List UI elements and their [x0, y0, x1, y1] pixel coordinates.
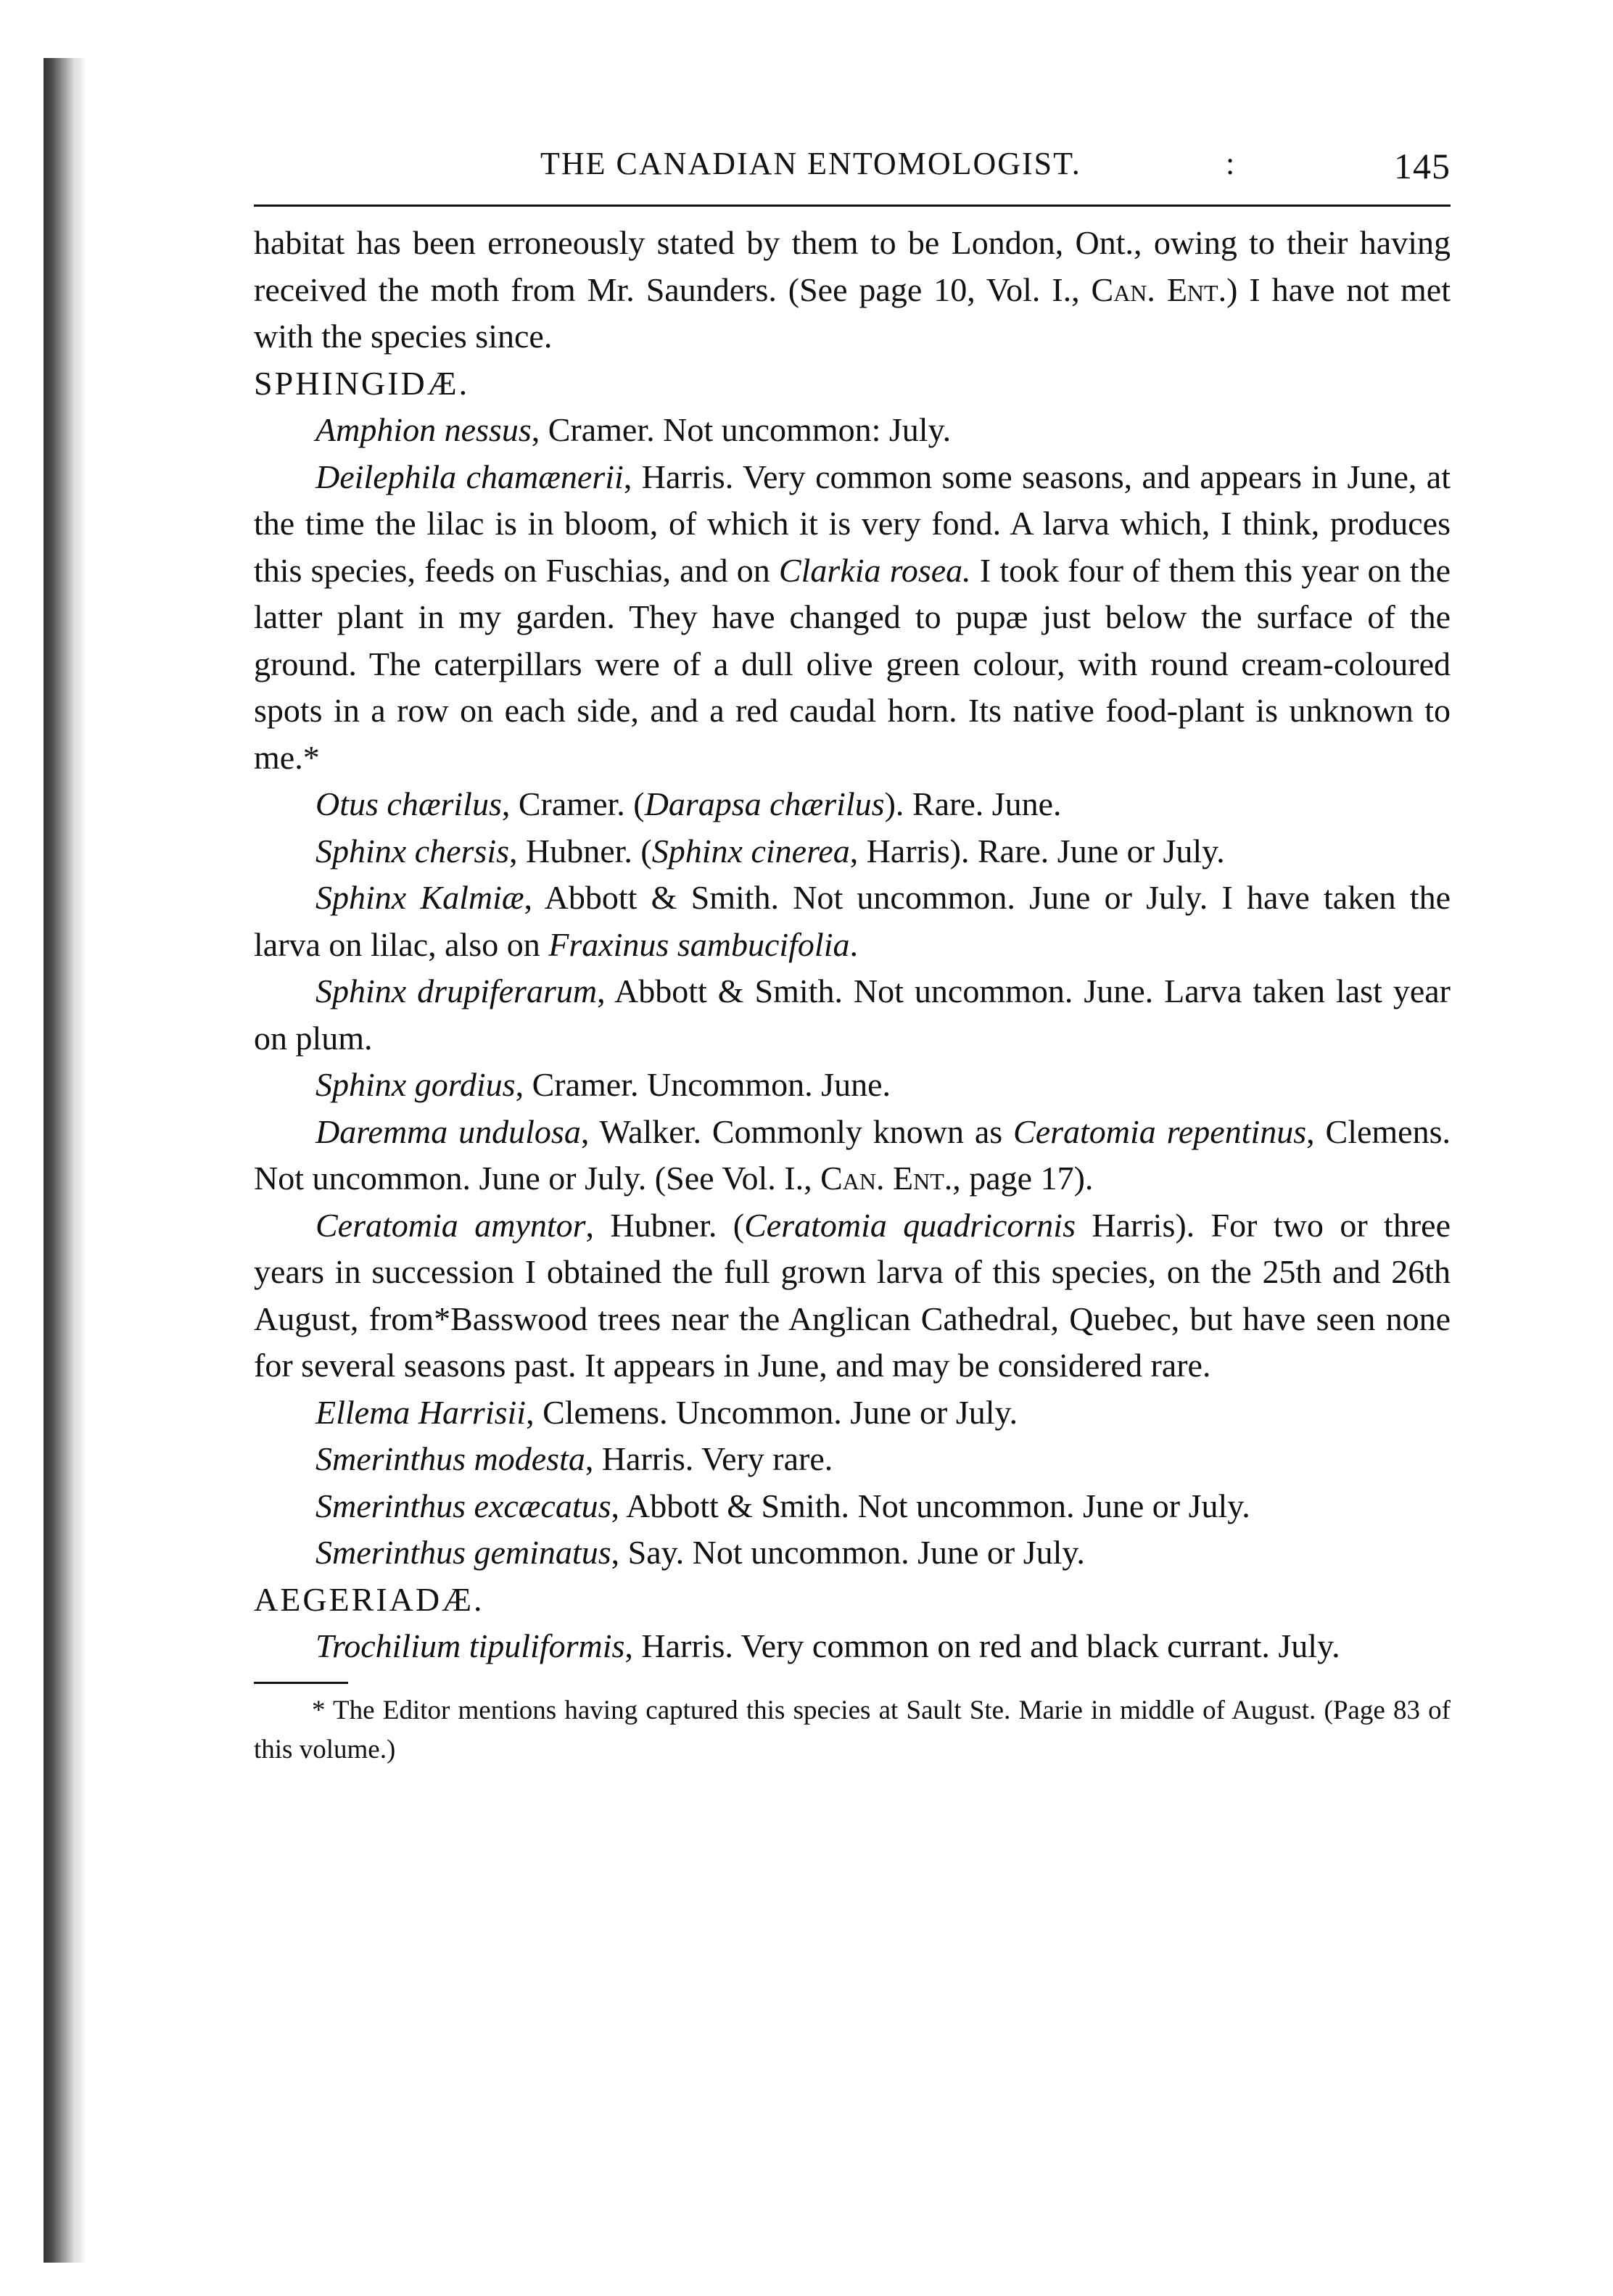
entry-sphinx-chersis: Sphinx chersis, Hubner. (Sphinx cinerea, Harris). Rare. June or July. [315, 832, 1225, 870]
entry-otus: Otus chærilus, Cramer. (Darapsa chærilus). Rare. June. [315, 785, 1062, 822]
entry-sphinx-drupiferarum: Sphinx drupiferarum, Abbott & Smith. Not uncommon. June. Larva taken last year on plum. [254, 973, 1451, 1057]
entry-smerinthus-modesta: Smerinthus modesta, Harris. Very rare. [315, 1440, 833, 1477]
entry-deilephila: Deilephila chamænerii, Harris. Very common some seasons, and appears in June, at the time the lilac is in bloom, of which it is very fond. A larva which, I think, produces this species, feeds on Fuschias, and on Clarkia rosea. I took four of them this year on the latter plant in my garden. They have changed to pupæ just below the surface of the ground. The caterpillars were of a dull olive green colour, with round cream-coloured spots in a row on each side, and a red caudal horn. Its native food-plant is unknown to me.* [254, 458, 1451, 776]
entry-sphinx-gordius: Sphinx gordius, Cramer. Uncommon. June. [315, 1066, 891, 1103]
section-heading-sphingidae: SPHINGIDÆ. [254, 364, 470, 402]
body-text [254, 220, 1451, 1670]
entry-ceratomia: Ceratomia amyntor, Hubner. (Ceratomia quadricornis Harris). For two or three years in succession I obtained the full grown larva of this species, on the 25th and 26th August, from*Basswood trees near the Anglican Cathedral, Quebec, but have seen none for several seasons past. It appears in June, and may be considered rare. [254, 1206, 1451, 1384]
page-number: 145 [1394, 146, 1451, 186]
running-head [254, 145, 1451, 189]
entry-daremma: Daremma undulosa, Walker. Commonly known as Ceratomia repentinus, Clemens. Not uncommon. June or July. (See Vol. I., Can. Ent., page 17). [254, 1112, 1451, 1197]
header-separator: : [1226, 146, 1237, 181]
section-heading-aegeriadae: AEGERIADÆ. [254, 1580, 484, 1618]
footnote-rule [254, 1682, 348, 1684]
entry-trochilium: Trochilium tipuliformis, Harris. Very common on red and black currant. July. [315, 1627, 1340, 1664]
entry-sphinx-kalmiae: Sphinx Kalmiæ, Abbott & Smith. Not uncommon. June or July. I have taken the larva on lilac, also on Fraxinus sambucifolia. [254, 879, 1451, 963]
entry-ellema: Ellema Harrisii, Clemens. Uncommon. June or July. [315, 1393, 1018, 1431]
footnote-text: * The Editor mentions having captured this species at Sault Ste. Marie in middle of August. (Page 83 of this volume.) [254, 1695, 1451, 1764]
entry-smerinthus-excaecatus: Smerinthus excæcatus, Abbott & Smith. Not uncommon. June or July. [315, 1487, 1250, 1524]
book-spine-shadow [44, 58, 87, 2263]
entry-amphion: Amphion nessus, Cramer. Not uncommon: July. [315, 411, 952, 448]
paragraph-intro: habitat has been erroneously stated by them to be London, Ont., owing to their having received the moth from Mr. Saunders. (See page 10, Vol. I., Can. Ent.) I have not met with the species since. [254, 224, 1451, 355]
footnote [254, 1691, 1451, 1770]
header-rule [254, 205, 1451, 207]
entry-smerinthus-geminatus: Smerinthus geminatus, Say. Not uncommon. June or July. [315, 1534, 1085, 1571]
page [254, 145, 1451, 1770]
journal-title: THE CANADIAN ENTOMOLOGIST. [540, 146, 1081, 181]
